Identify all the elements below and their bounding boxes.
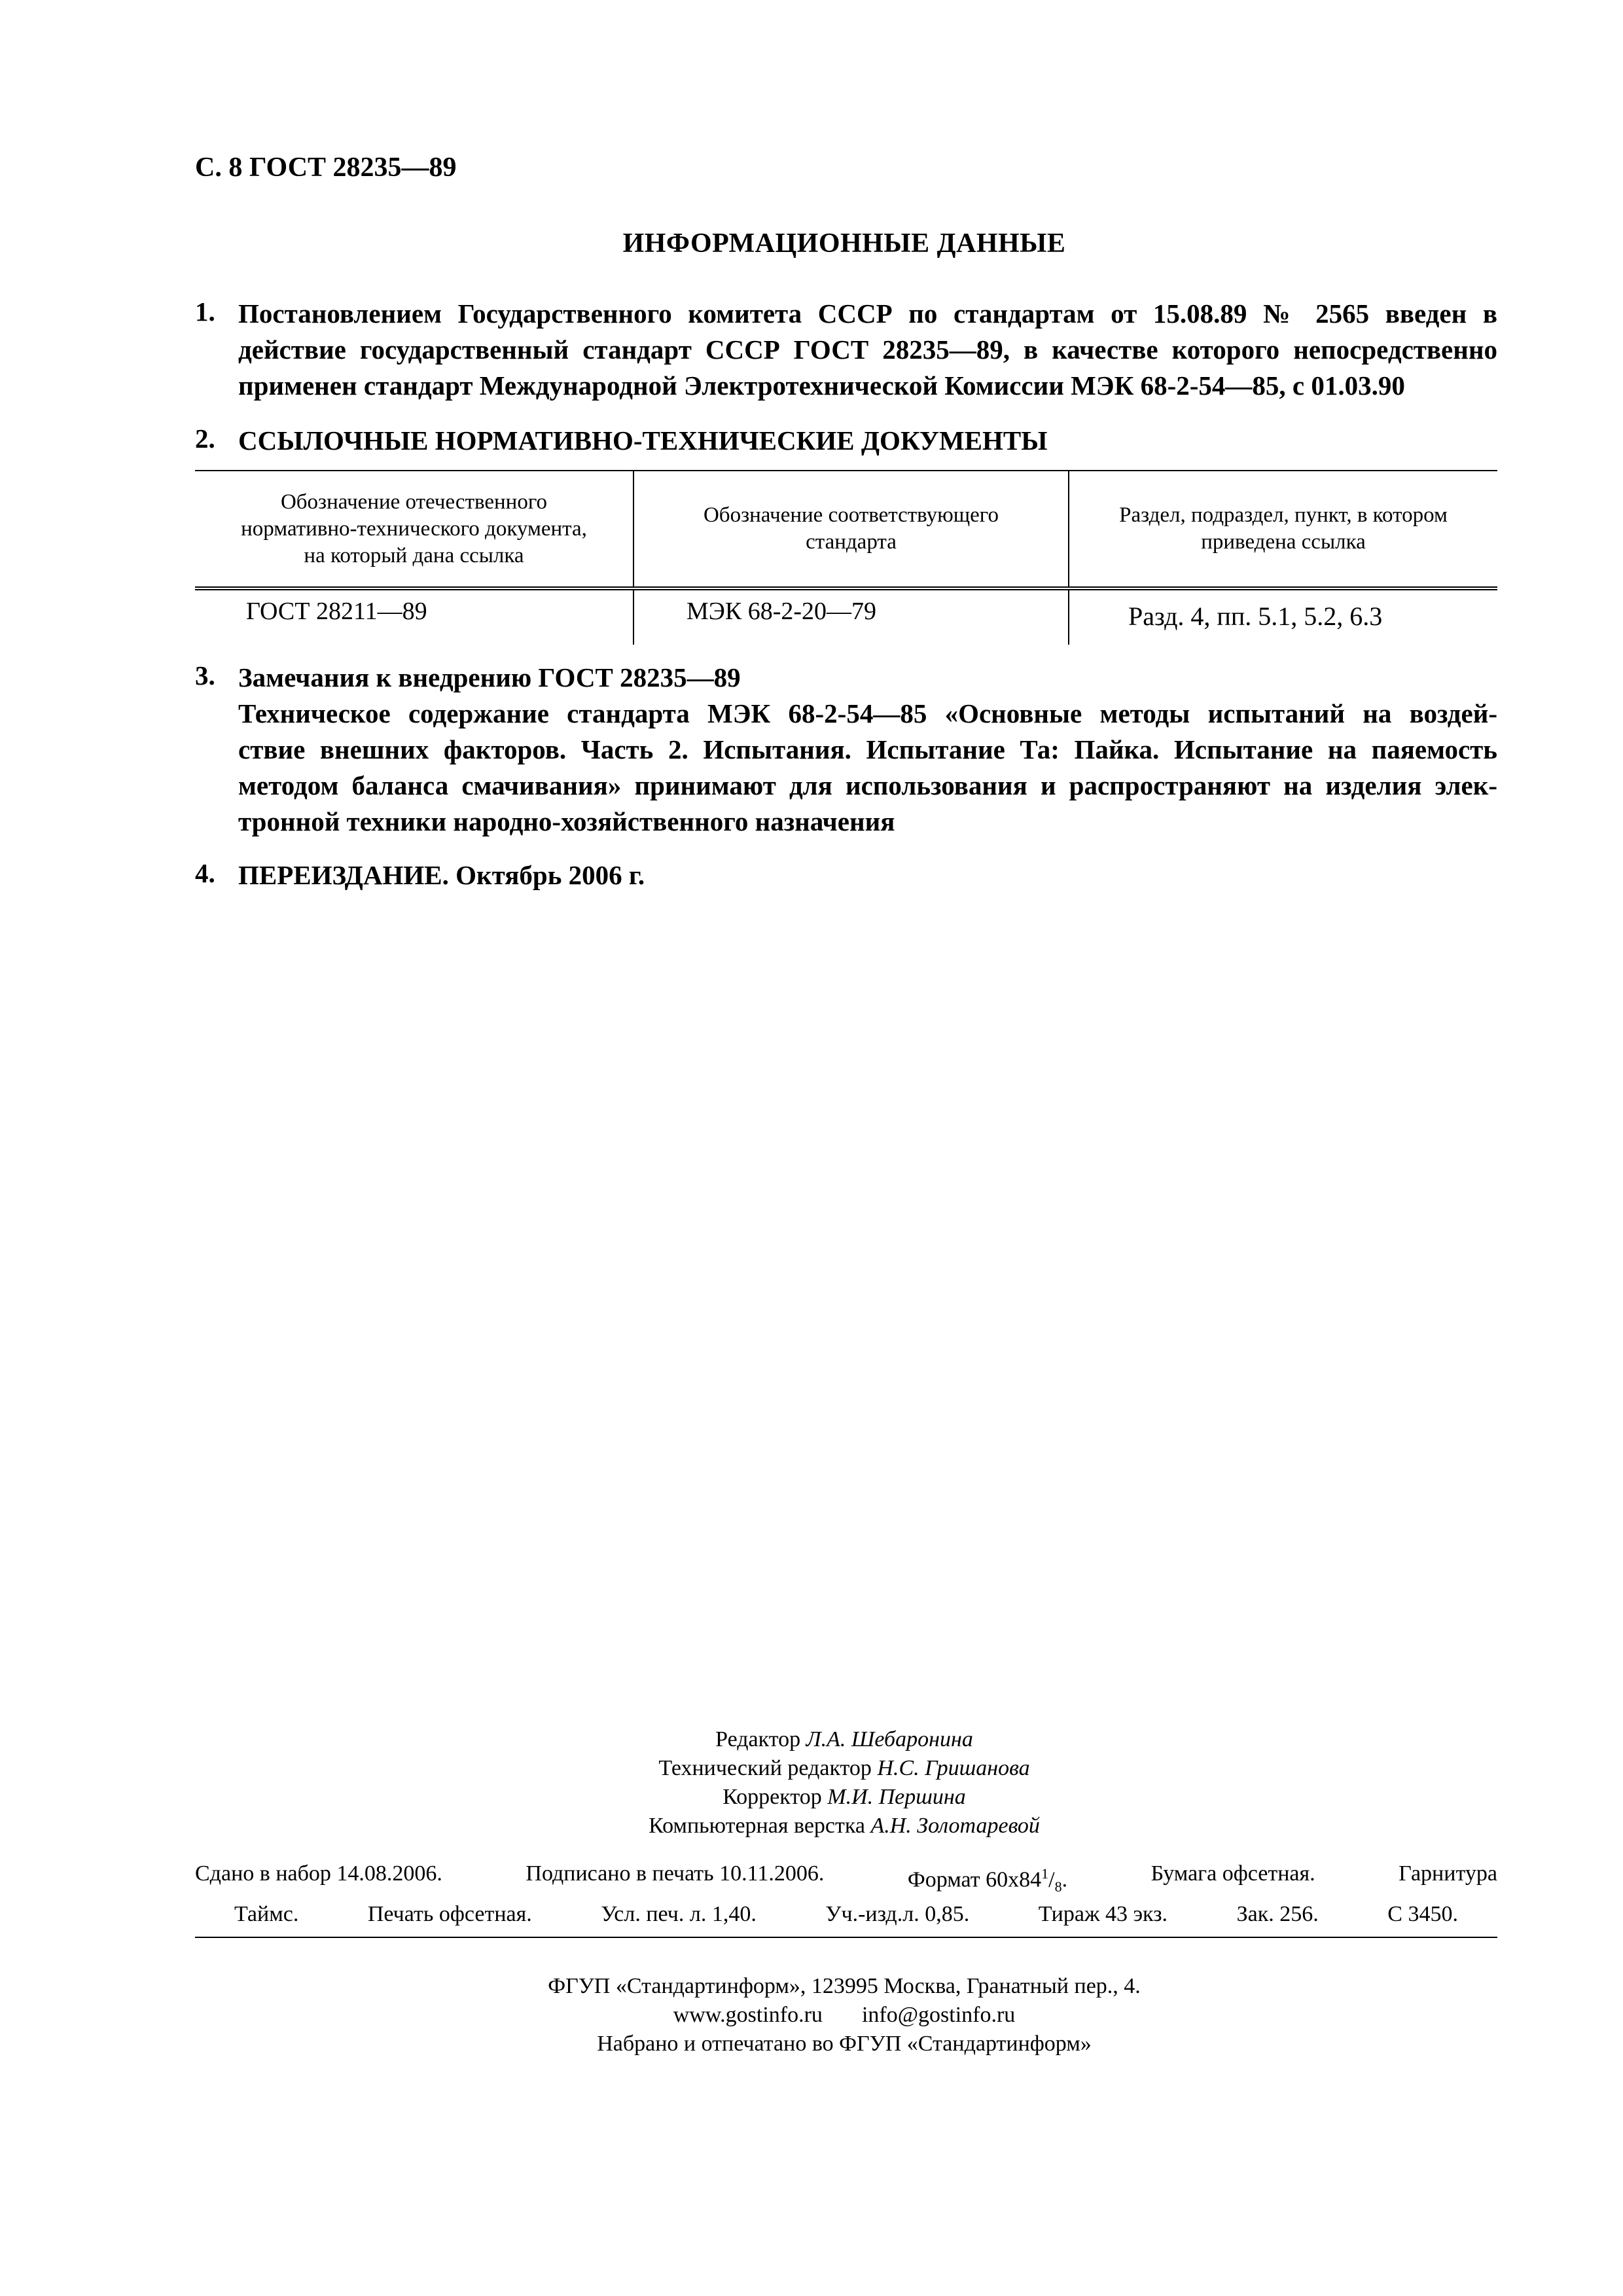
table-header-section-reference: Раздел, подраздел, пункт, в котором приведена ссылка [1069,471,1497,588]
table-header-domestic-doc: Обозначение отечественного нормативно-технического документа, на который дана ссылка [195,471,633,588]
section-3-line: Техническое содержание стандарта МЭК 68-2-54—85 «Основные методы испытаний на воздей- [238,698,1497,728]
section-2-heading: ССЫЛОЧНЫЕ НОРМАТИВНО-ТЕХНИЧЕСКИЕ ДОКУМЕНТЫ [238,425,1048,456]
section-2 [195,423,1497,459]
credit-editor: Редактор Л.А. Шебаронина [715,1727,973,1751]
table-header-corresponding-standard: Обозначение соответствующего стандарта [633,471,1069,588]
section-1-number: 1. [195,296,215,327]
section-1-line: Постановлением Государственного комитета СССР по стандартам от 15.08.89 № 2565 введен в [238,298,1497,329]
section-4 [195,857,1497,893]
reference-table [195,470,1497,645]
publisher-printed-by: Набрано и отпечатано во ФГУП «Стандартинформ» [597,2032,1092,2056]
publisher-address: ФГУП «Стандартинформ», 123995 Москва, Гранатный пер., 4. [548,1974,1141,1998]
imprint-row-2: Таймс. Печать офсетная. Усл. печ. л. 1,40. Уч.-изд.л. 0,85. Тираж 43 экз. Зак. 256. С 3450. [234,1902,1458,1927]
credits-block [0,1725,1623,1840]
section-3-line: методом баланса смачивания» принимают для использования и распространяют на изделия элек- [238,770,1497,800]
section-3 [195,660,1497,840]
section-2-number: 2. [195,423,215,454]
section-1-line: действие государственный стандарт СССР ГОСТ 28235—89, в качестве которого непосредственно [238,334,1497,365]
table-cell-corresponding-standard: МЭК 68-2-20—79 [633,588,1069,645]
credit-layout: Компьютерная верстка А.Н. Золотаревой [649,1814,1040,1838]
table-cell-domestic-doc: ГОСТ 28211—89 [246,598,427,625]
section-3-heading: Замечания к внедрению ГОСТ 28235—89 [238,662,741,692]
section-3-number: 3. [195,660,215,691]
publisher-email[interactable]: info@gostinfo.ru [861,2003,1016,2027]
publisher-website[interactable]: www.gostinfo.ru [673,2003,823,2027]
credit-technical-editor: Технический редактор Н.С. Гришанова [658,1756,1030,1780]
page-header: С. 8 ГОСТ 28235—89 [195,152,457,183]
section-4-heading: ПЕРЕИЗДАНИЕ. Октябрь 2006 г. [238,860,645,890]
section-4-number: 4. [195,858,215,888]
table-row [195,588,1497,645]
section-3-line: тронной техники народно-хозяйственного назначения [238,806,895,836]
imprint-format: Формат $60х84^1/_8$. [907,1865,1068,1895]
section-1-line: применен стандарт Международной Электротехнической Комиссии МЭК 68-2-54—85, с 01.03.90 [238,370,1405,401]
document-title: ИНФОРМАЦИОННЫЕ ДАННЫЕ [622,228,1066,259]
imprint-row-1: Сдано в набор 14.08.2006. Подписано в печать 10.11.2006. Формат $60х84^1/_8$. Бумага офсетная. Гарнитура [195,1860,1497,1901]
credit-proofreader: Корректор М.И. Першина [722,1785,966,1809]
section-3-line: ствие внешних факторов. Часть 2. Испытания. Испытание Та: Пайка. Испытание на паяемость [238,734,1497,764]
divider-rule [195,1937,1497,1938]
table-cell-section-reference: Разд. 4, пп. 5.1, 5.2, 6.3 [1069,588,1497,645]
imprint-block [195,1860,1497,1928]
section-1 [195,296,1497,404]
publisher-block [0,1972,1623,2058]
publisher-contacts [0,2001,1623,2030]
